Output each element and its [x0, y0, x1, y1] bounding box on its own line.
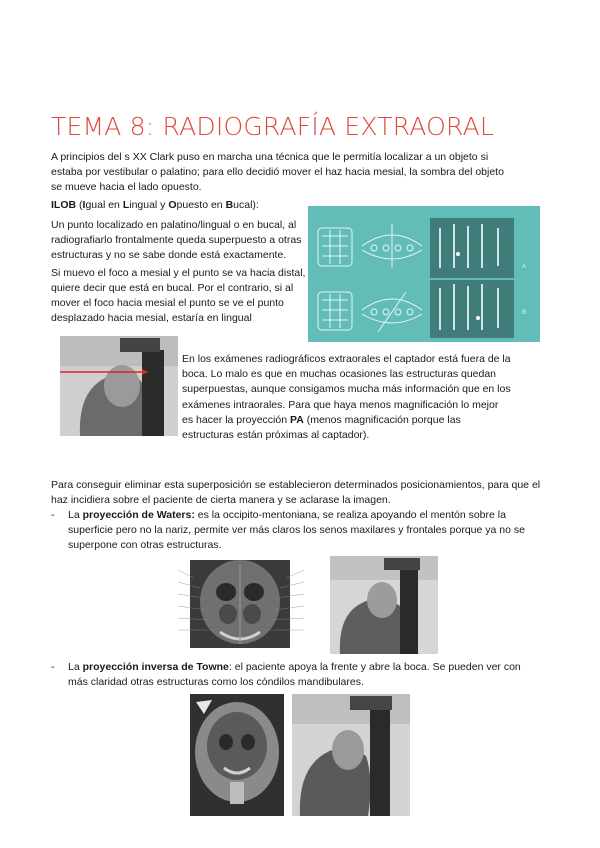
- page-title: TEMA 8: RADIOGRAFÍA EXTRAORAL: [51, 112, 494, 141]
- ilob-word-opuesto: puesto en: [176, 199, 226, 211]
- ilob-open: (: [76, 199, 83, 211]
- ilob-letter-l: L: [122, 199, 130, 211]
- ilob-letter-o: O: [168, 199, 177, 211]
- waters-term: proyección de Waters:: [82, 509, 195, 521]
- waters-pre: La: [68, 509, 83, 521]
- pa-patient-photo: [60, 336, 178, 436]
- ilob-letter-b: B: [225, 199, 234, 211]
- clark-technique-drawing: [308, 206, 540, 342]
- towne-bullet-text: [68, 660, 531, 690]
- towne-bullet: [51, 660, 531, 690]
- bullet-dash: -: [51, 661, 55, 673]
- ilob-description: Un punto localizado en palatino/lingual o en bucal, al radiografiarlo frontalmente queda superpuesto a otras estructuras y no se sabe donde está exactamente.: [51, 219, 302, 261]
- bullet-dash: -: [51, 509, 55, 521]
- exam-text-2: (menos magnificación porque las estructuras están próximas al captador).: [182, 413, 461, 442]
- exam-pa-term: PA: [289, 413, 304, 426]
- waters-patient-photo: [330, 556, 438, 654]
- ilob-description-2: Si muevo el foco a mesial y el punto se va hacia distal, quiere decir que está en bucal. Por el contrario, si al mover el foco hacia mesial el punto se ve el punto desplazado hacia mesial, estaría en lingual: [51, 267, 306, 324]
- ilob-word-igual: gual en: [85, 199, 123, 211]
- ilob-heading: [51, 198, 311, 213]
- towne-patient-photo: [292, 694, 410, 816]
- ilob-word-bucal: ucal):: [233, 199, 259, 211]
- waters-bullet: [51, 508, 531, 553]
- intro-paragraph: A principios del s XX Clark puso en marcha una técnica que le permitía localizar a un objeto si estaba por vestibular o palatino; para ello decidió mover el haz hacia mesial, la sombra del objeto se mueve hacia el lado opuesto.: [51, 151, 504, 193]
- ilob-acronym: ILOB: [51, 199, 77, 211]
- towne-pre: La: [68, 661, 83, 673]
- extraoral-exam-paragraph: [182, 352, 512, 443]
- waters-bullet-text: [68, 508, 531, 553]
- towne-xray-image: [190, 694, 284, 816]
- towne-xray-drawing: [190, 694, 284, 816]
- towne-patient-drawing: [292, 694, 410, 816]
- waters-xray-drawing: [160, 558, 322, 654]
- pa-patient-drawing: [60, 336, 178, 436]
- waters-patient-drawing: [330, 556, 438, 654]
- exam-text-1: En los exámenes radiográficos extraorales el captador está fuera de la boca. Lo malo es que en muchas ocasiones las estructuras quedan superpuestas, aunque consigamos mucha más información que en los exámenes intraorales. Para que haya menos magnificación lo mejor es hacer la proyección: [182, 353, 511, 426]
- towne-text: : el paciente apoya la frente y abre la boca. Se pueden ver con más claridad otras estructuras como los cóndilos mandibulares.: [68, 661, 521, 688]
- clark-technique-figure: [308, 206, 540, 342]
- waters-text: es la occipito-mentoniana, se realiza apoyando el mentón sobre la superficie pero no la nariz, permite ver más claros los senos maxilares y frontales porque ya no se superpone con otras estructuras.: [68, 509, 525, 551]
- ilob-word-lingual: ingual y: [129, 199, 169, 211]
- figure-label-b: B: [522, 310, 527, 316]
- figure-label-a: A: [522, 264, 527, 270]
- waters-xray-image: [160, 558, 322, 654]
- superposition-paragraph: Para conseguir eliminar esta superposición se establecieron determinados posicionamientos, para que el haz incidiera sobre el paciente de cierta manera y se aclarase la imagen.: [51, 479, 541, 506]
- ilob-letter-i: I: [82, 199, 86, 211]
- towne-term: proyección inversa de Towne: [82, 661, 229, 673]
